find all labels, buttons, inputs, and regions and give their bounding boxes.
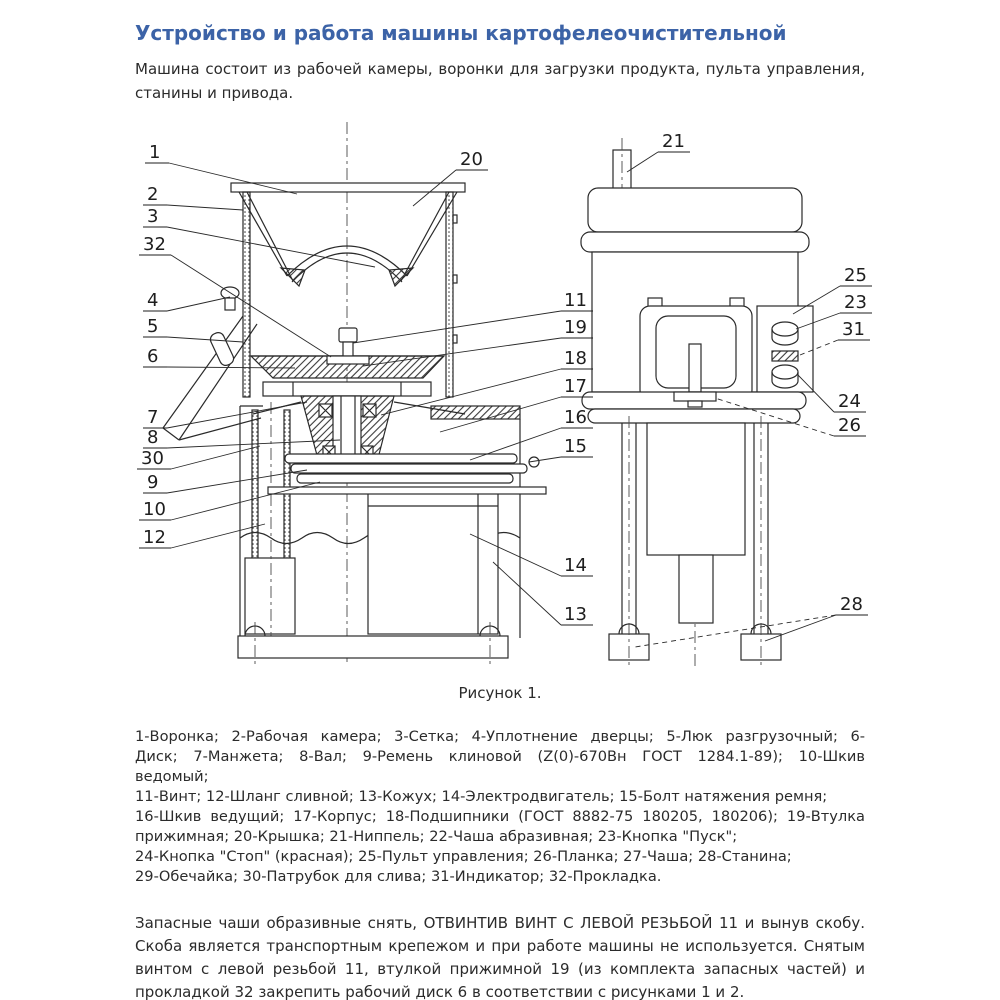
figure-label-9: 9 [147,472,159,493]
motor-block [647,423,745,555]
drain-hose [245,558,295,634]
figure-label-12: 12 [143,527,166,548]
text-line: 1-Воронка; 2-Рабочая камера; 3-Сетка; 4-Уплотнение дверцы; 5-Люк разгрузочный; 6- [135,728,865,745]
figure-label-13: 13 [564,604,587,625]
text-line: винтом с левой резьбой 11, втулкой прижимной 19 (из комплекта запасных частей) и [135,960,865,978]
text-line: Машина состоит из рабочей камеры, воронки для загрузки продукта, пульта управления, [135,60,865,78]
lower-band-2 [588,409,800,423]
figure-label-19: 19 [564,317,587,338]
loading-funnel [239,192,457,286]
text-line: ведомый; [135,768,209,785]
figure-label-8: 8 [147,427,159,448]
rim-band [581,232,809,252]
text-line: Диск; 7-Манжета; 8-Вал; 9-Ремень клиновой (Z(0)-670Вн ГОСТ 1284.1-89); 10-Шкив [135,748,865,765]
support-plate [263,382,431,396]
page-title: Устройство и работа машины картофелеочистительной [135,21,787,46]
text-line: 16-Шкив ведущий; 17-Корпус; 18-Подшипники (ГОСТ 8882-75 180205, 180206); 19-Втулка [135,808,865,825]
figure-label-31: 31 [842,319,865,340]
text-line: Запасные чаши образивные снять, ОТВИНТИВ ВИНТ С ЛЕВОЙ РЕЗЬБОЙ 11 и вынув скобу. [135,914,865,932]
text-line: 29-Обечайка; 30-Патрубок для слива; 31-Индикатор; 32-Прокладка. [135,868,662,885]
figure-label-16: 16 [564,407,587,428]
text-line: прокладкой 32 закрепить рабочий диск 6 в соответствии с рисунками 1 и 2. [135,983,745,1000]
figure-label-7: 7 [147,407,159,428]
figure-label-4: 4 [147,290,159,311]
unloading-door [640,298,752,400]
figure-label-28: 28 [840,594,863,615]
text-line: станины и привода. [135,84,294,102]
figure-label-17: 17 [564,376,587,397]
door-handle [208,331,235,368]
clamp-plate [674,392,716,401]
control-panel [757,306,813,392]
right-view-elevation [581,138,813,670]
text-line: прижимная; 20-Крышка; 21-Ниппель; 22-Чаша абразивная; 23-Кнопка "Пуск"; [135,828,738,845]
figure-label-10: 10 [143,499,166,520]
figure-label-5: 5 [147,316,159,337]
figure-label-24: 24 [838,391,861,412]
door-handle-bar [689,344,701,392]
figure-label-21: 21 [662,131,685,152]
text-line: 24-Кнопка "Стоп" (красная); 25-Пульт управления; 26-Планка; 27-Чаша; 28-Станина; [135,848,792,865]
figure-caption: Рисунок 1. [458,684,542,702]
figure-1-drawing [135,110,875,710]
figure-label-14: 14 [564,555,587,576]
left-view-cross-section [163,122,546,666]
figure-label-15: 15 [564,436,587,457]
hub-screw-assembly [327,328,369,364]
figure-label-30: 30 [141,448,164,469]
parts-legend [135,727,865,887]
lid [588,188,802,232]
figure-label-3: 3 [147,206,159,227]
pulley-belt-stack [285,454,539,483]
indicator-lamp [772,351,798,361]
figure-label-20: 20 [460,149,483,170]
figure-label-11: 11 [564,290,587,311]
intro-paragraph [135,57,865,105]
figure-label-18: 18 [564,348,587,369]
housing-shelf [268,487,546,494]
figure-label-1: 1 [149,142,161,163]
figure-label-2: 2 [147,184,159,205]
stand-legs [609,416,781,668]
figure-label-26: 26 [838,415,861,436]
figure-label-25: 25 [844,265,867,286]
closing-paragraph [135,912,865,1000]
motor [368,492,498,634]
figure-label-6: 6 [147,346,159,367]
drain-pipe [245,402,295,646]
text-line: 11-Винт; 12-Шланг сливной; 13-Кожух; 14-Электродвигатель; 15-Болт натяжения ремня; [135,788,828,805]
figure-label-23: 23 [844,292,867,313]
text-line: Скоба является транспортным крепежом и при работе машины не используется. Снятым [135,937,865,955]
figure-label-32: 32 [143,234,166,255]
